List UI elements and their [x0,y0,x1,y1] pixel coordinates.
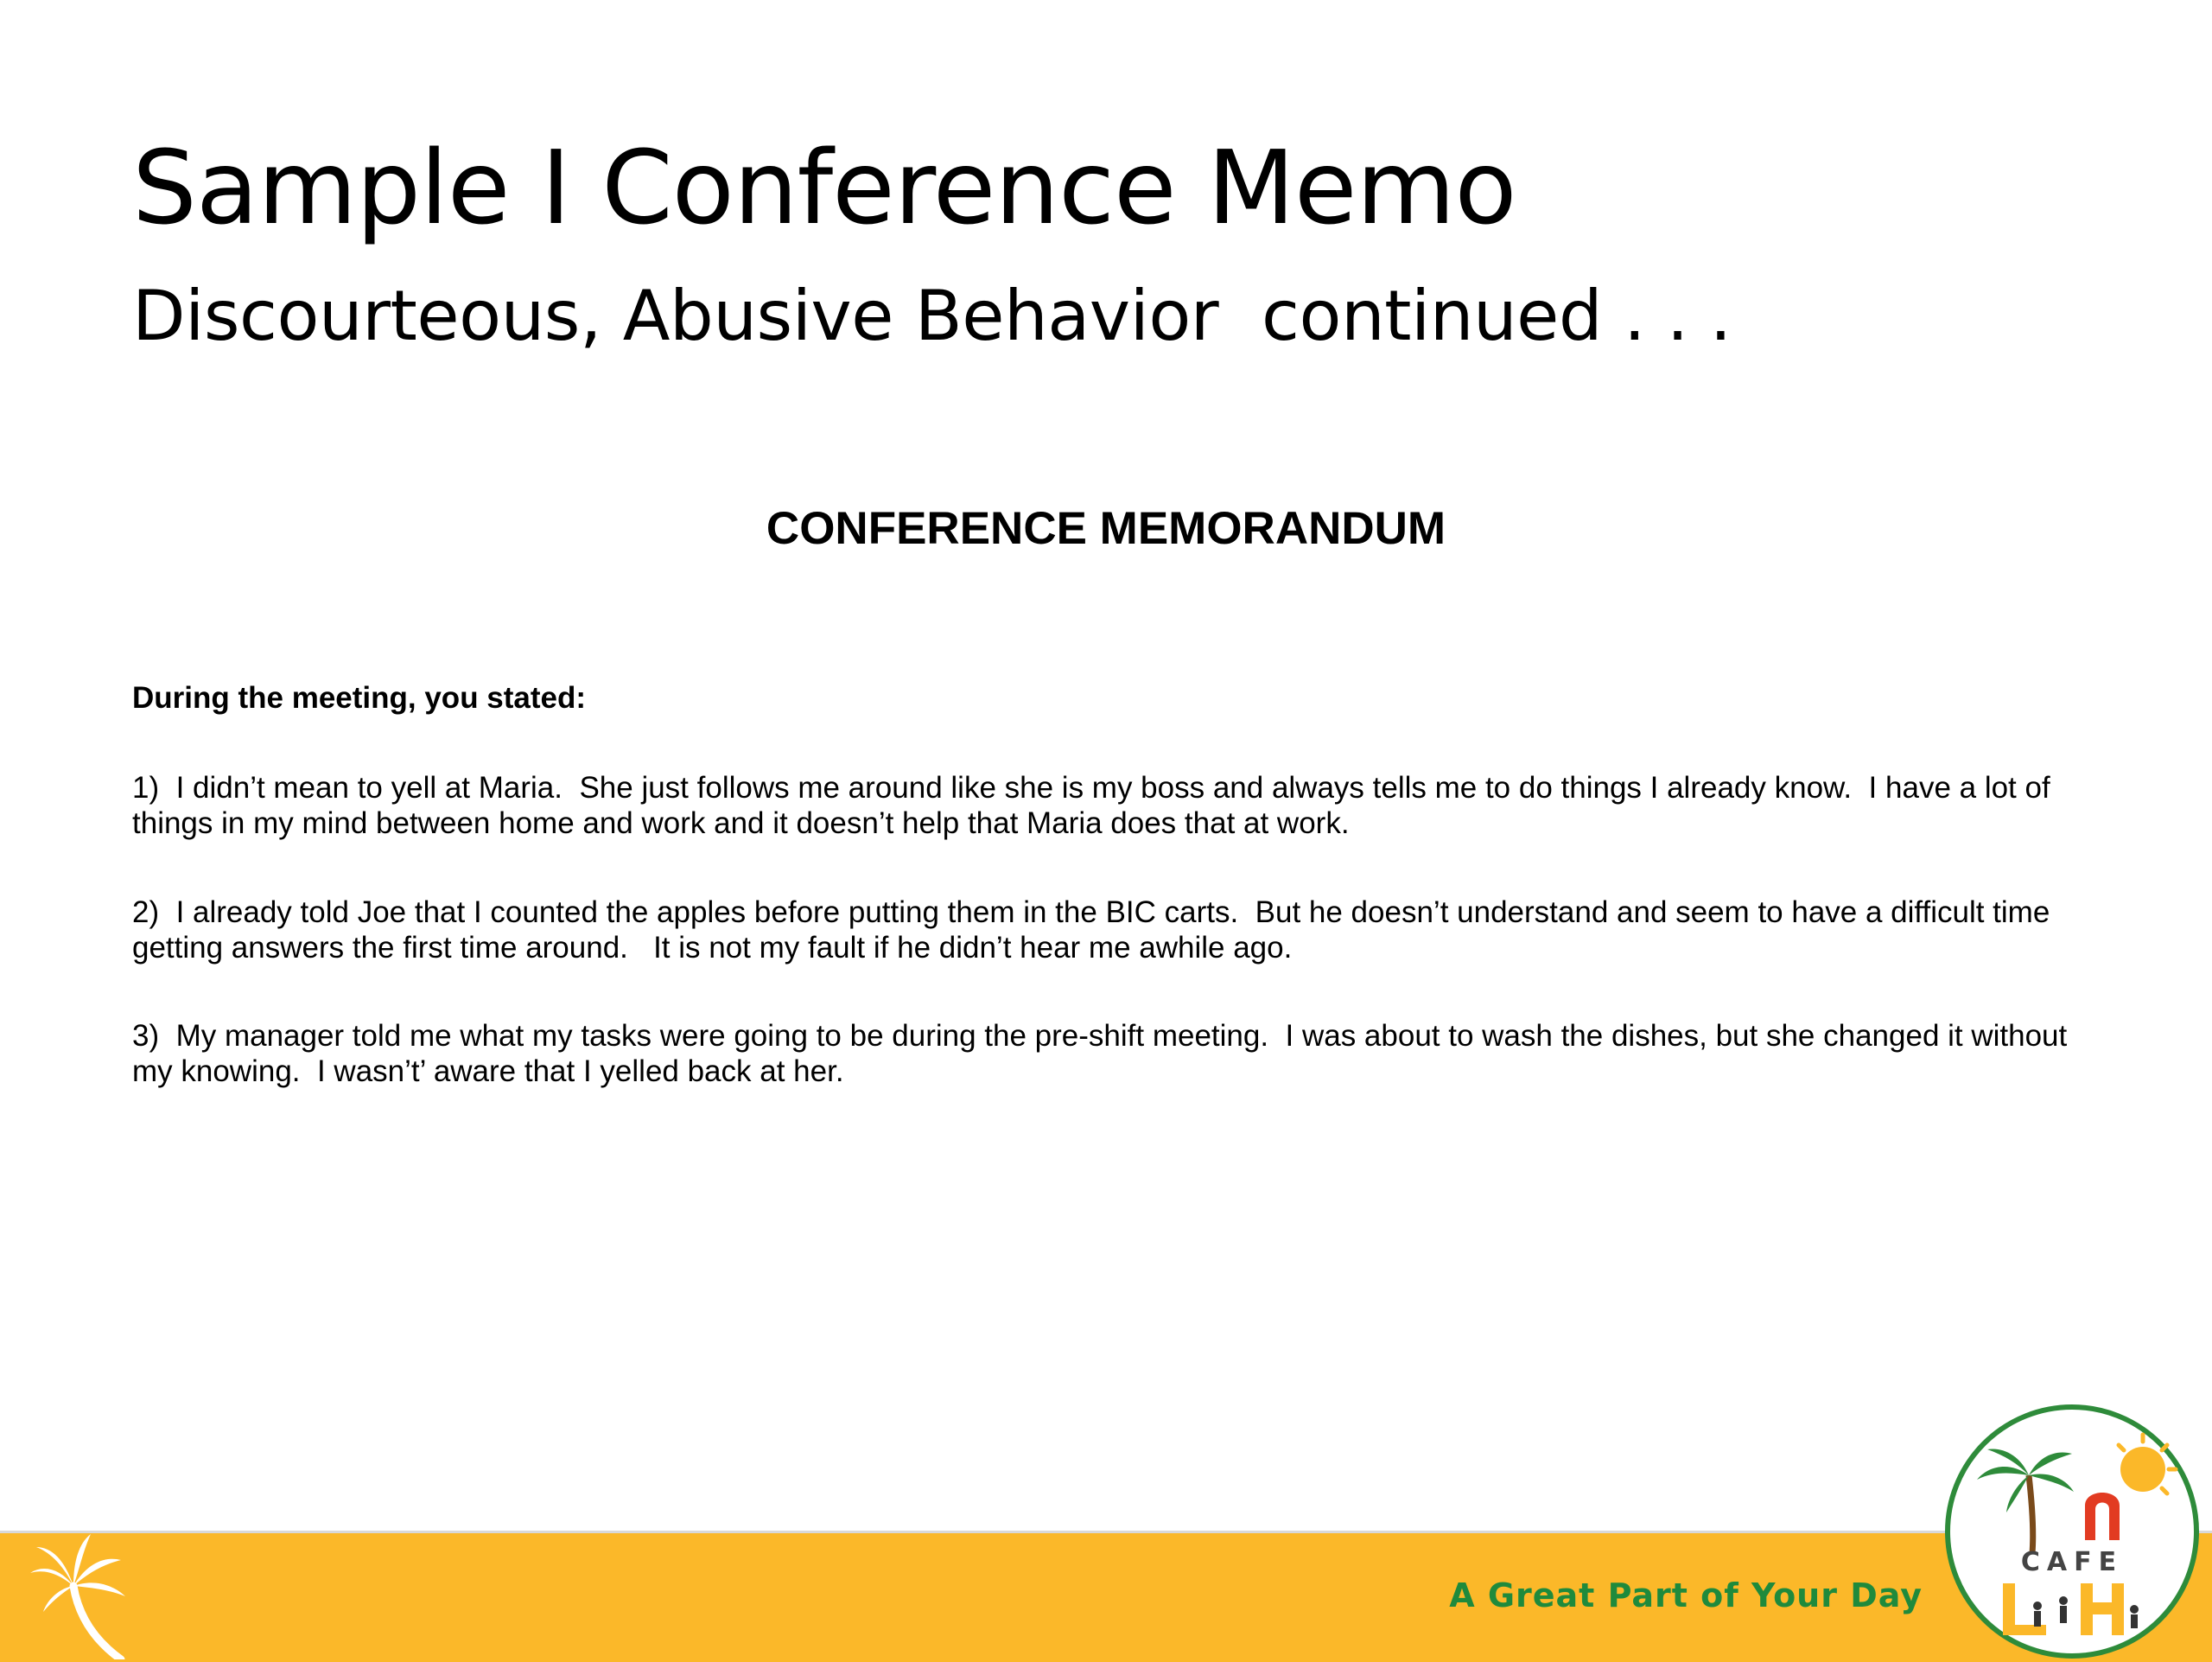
memo-statement-1: 1) I didn’t mean to yell at Maria. She just follows me around like she is my boss and always tells me to do things I already know. I have a lot of things in my mind between home and work and it doesn’t help that Maria does that at work. [132,771,2059,840]
memo-intro: During the meeting, you stated: [132,681,587,715]
memo-heading: CONFERENCE MEMORANDUM [766,503,1446,554]
cafe-logo [1942,1402,2202,1661]
memo-statement-2: 2) I already told Joe that I counted the apples before putting them in the BIC carts. But he doesn’t understand and seem to have a difficult time getting answers the first time around. It is not my fault if he didn’t hear me awhile ago. [132,895,2059,965]
slide-subtitle: Discourteous, Abusive Behavior continued . . . [132,276,1732,356]
palm-tree-icon [26,1525,138,1659]
footer-tagline: A Great Part of Your Day [1449,1576,1923,1614]
slide-title: Sample I Conference Memo [132,128,1516,247]
logo-text: CAFE [2020,1547,2124,1577]
memo-statement-3: 3) My manager told me what my tasks were going to be during the pre-shift meeting. I was about to wash the dishes, but she changed it without my knowing. I wasn’t’ aware that I yelled back at her. [132,1019,2075,1088]
